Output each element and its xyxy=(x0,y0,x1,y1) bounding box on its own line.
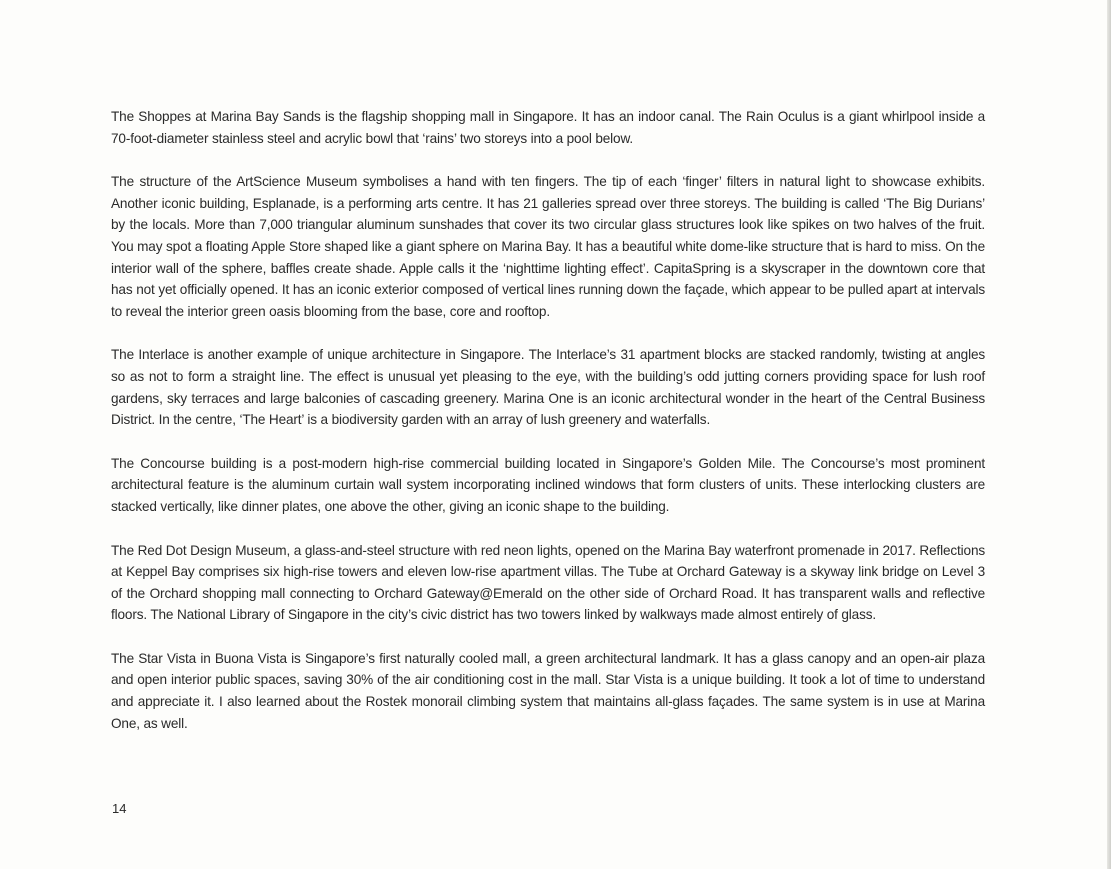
paragraph-interlace: The Interlace is another example of unique architecture in Singapore. The Interlace’s 31 apartment blocks are stacked randomly, twisting at angles so as not to form a straight line. The effect is unusual yet pleasing to the eye, with the building’s odd jutting corners providing space for lush roof gardens, sky terraces and large balconies of cascading greenery. Marina One is an iconic architectural wonder in the heart of the Central Business District. In the centre, ‘The Heart’ is a biodiversity garden with an array of lush greenery and waterfalls. xyxy=(111,347,985,428)
page-number: 14 xyxy=(112,801,127,816)
page-edge xyxy=(1107,0,1111,869)
paragraph-star-vista: The Star Vista in Buona Vista is Singapore’s first naturally cooled mall, a green architectural landmark. It has a glass canopy and an open-air plaza and open interior public spaces, saving 30% of the air conditioning cost in the mall. Star Vista is a unique building. It took a lot of time to understand and appreciate it. I also learned about the Rostek monorail climbing system that maintains all-glass façades. The same system is in use at Marina One, as well. xyxy=(111,650,985,731)
body-text xyxy=(111,106,985,756)
paragraph-concourse: The Concourse building is a post-modern high-rise commercial building located in Singapore’s Golden Mile. The Concourse’s most prominent architectural feature is the aluminum curtain wall system incorporating inclined windows that form clusters of units. These interlocking clusters are stacked vertically, like dinner plates, one above the other, giving an iconic shape to the building. xyxy=(111,455,985,514)
paragraph-red-dot: The Red Dot Design Museum, a glass-and-steel structure with red neon lights, opened on the Marina Bay waterfront promenade in 2017. Reflections at Keppel Bay comprises six high-rise towers and eleven low-rise apartment villas. The Tube at Orchard Gateway is a skyway link bridge on Level 3 of the Orchard shopping mall connecting to Orchard Gateway@Emerald on the other side of Orchard Road. It has transparent walls and reflective floors. The National Library of Singapore in the city’s civic district has two towers linked by walkways made almost entirely of glass. xyxy=(111,542,985,623)
paragraph-artscience: The structure of the ArtScience Museum symbolises a hand with ten fingers. The tip of each ‘finger’ filters in natural light to showcase exhibits. Another iconic building, Esplanade, is a performing arts centre. It has 21 galleries spread over three storeys. The building is called ‘The Big Durians’ by the locals. More than 7,000 triangular aluminum sunshades that cover its two circular glass structures look like spikes on two halves of the fruit. You may spot a floating Apple Store shaped like a giant sphere on Marina Bay. It has a beautiful white dome-like structure that is hard to miss. On the interior wall of the sphere, baffles create shade. Apple calls it the ‘nighttime lighting effect’. CapitaSpring is a skyscraper in the downtown core that has not yet officially opened. It has an iconic exterior composed of vertical lines running down the façade, which appear to be pulled apart at intervals to reveal the interior green oasis blooming from the base, core and rooftop. xyxy=(111,174,985,319)
paragraph-shoppes: The Shoppes at Marina Bay Sands is the flagship shopping mall in Singapore. It has an indoor canal. The Rain Oculus is a giant whirlpool inside a 70-foot-diameter stainless steel and acrylic bowl that ‘rains’ two storeys into a pool below. xyxy=(111,109,985,146)
